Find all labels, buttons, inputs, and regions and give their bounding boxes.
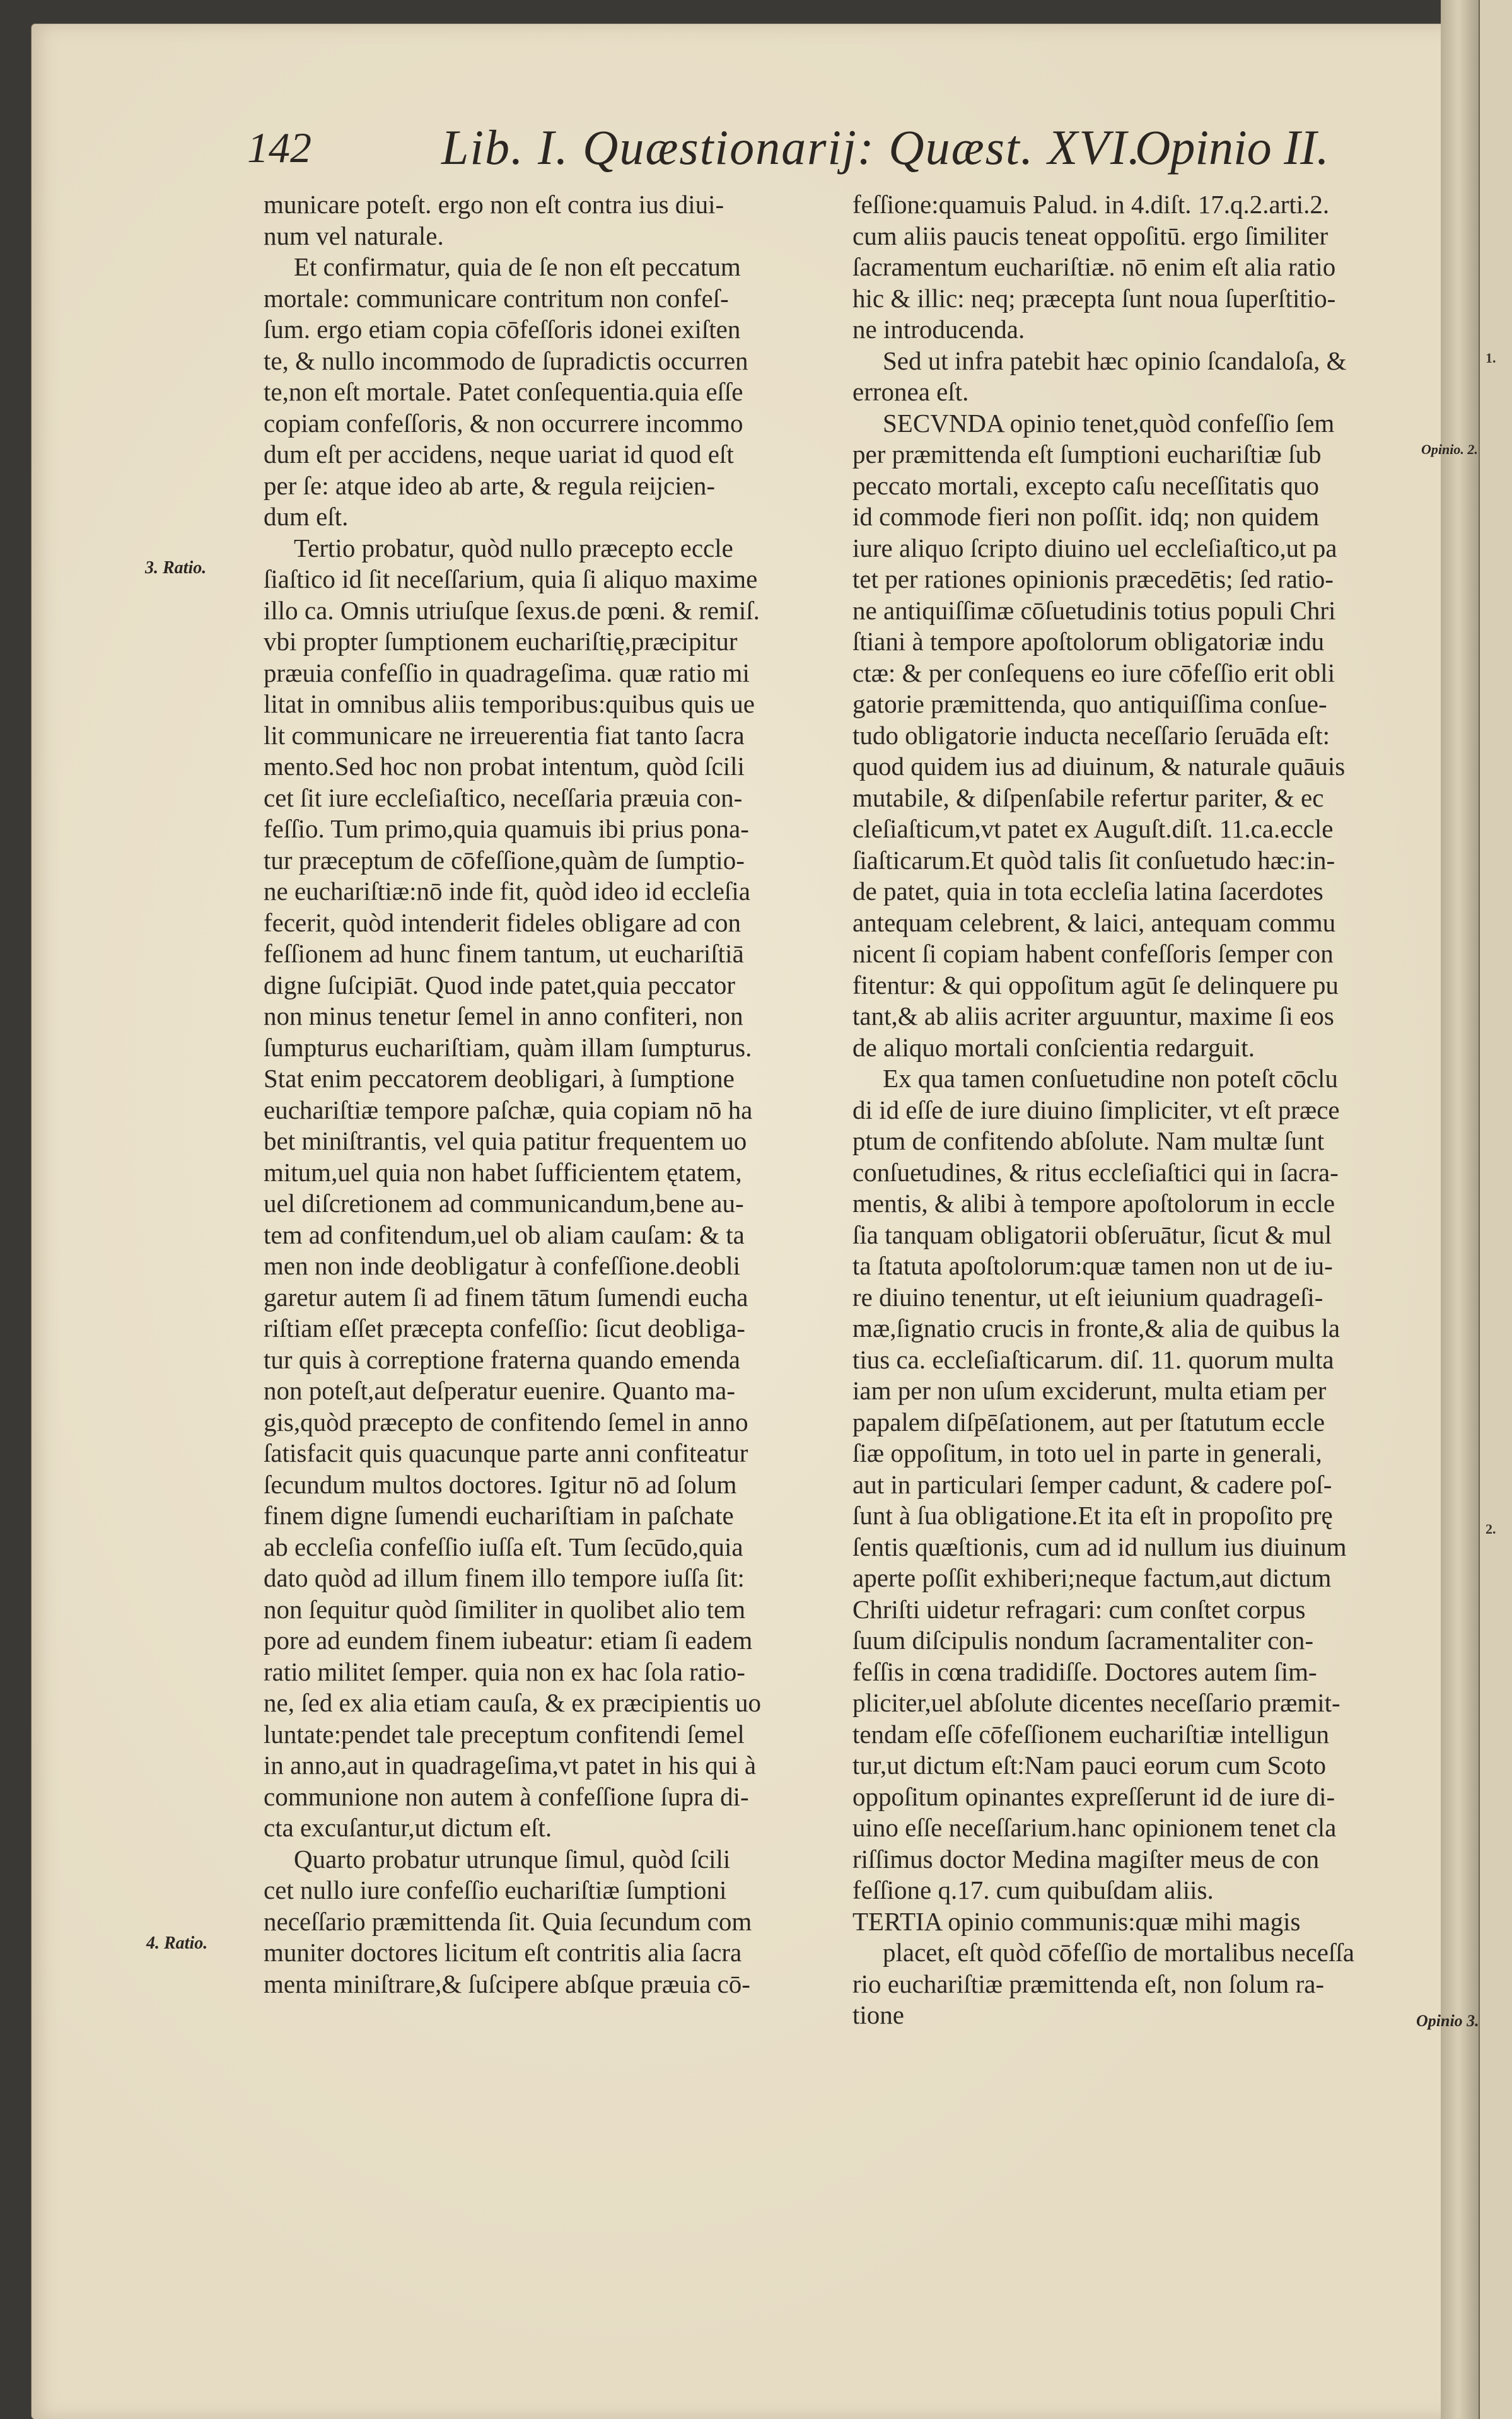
left-text-column: [264, 189, 834, 2000]
text-line: de patet, quia in tota eccleſia latina ſacerdotes: [852, 877, 1323, 906]
text-line: mentis, & alibi à tempore apoſtolorum in eccle: [852, 1189, 1335, 1218]
text-line: men non inde deobligatur à confeſſione.deobli: [264, 1251, 740, 1280]
text-line: ſiæ oppoſitum, in toto uel in parte in generali,: [852, 1438, 1322, 1467]
text-line: TERTIA opinio communis:quæ mihi magis: [852, 1906, 1301, 1936]
text-line: cta excuſantur,ut dictum eſt.: [264, 1813, 552, 1842]
text-line: tudo obligatorie inducta neceſſario ſeruāda eſt:: [852, 720, 1330, 750]
text-line: quod quidem ius ad diuinum, & naturale quāuis: [852, 752, 1346, 781]
text-line: aperte poſſit exhiberi;neque factum,aut dictum: [852, 1563, 1332, 1592]
text-line: Quarto probatur utrunque ſimul, quòd ſcili: [294, 1844, 731, 1874]
text-line: per præmittenda eſt ſumptioni euchariſtiæ ſub: [852, 440, 1322, 469]
margin-note-opinio-3: Opinio 3.: [1416, 2012, 1479, 2030]
text-line: riſſimus doctor Medina magiſter meus de con: [852, 1844, 1320, 1874]
text-line: Chriſti uidetur refragari: cum conſtet corpus: [852, 1594, 1306, 1624]
text-line: ſiaſtico id ſit neceſſarium, quia ſi aliquo maxime: [264, 564, 758, 593]
text-line: ſacramentum euchariſtiæ. nō enim eſt alia ratio: [852, 252, 1336, 281]
text-line: placet, eſt quòd cōfeſſio de mortalibus neceſſa: [883, 1938, 1354, 1967]
text-line: cum aliis paucis teneat oppoſitū. ergo ſimiliter: [852, 221, 1329, 250]
text-line: feſſione:quamuis Palud. in 4.diſt. 17.q.2.arti.2.: [852, 190, 1330, 219]
text-line: pore ad eundem finem iubeatur: etiam ſi eadem: [264, 1626, 753, 1655]
text-line: ſia tanquam obligatorii obſeruātur, ſicut & mul: [852, 1220, 1332, 1249]
text-line: non poteſt,aut deſperatur euenire. Quanto ma-: [264, 1376, 735, 1405]
text-line: peccato mortali, excepto caſu neceſſitatis quo: [852, 470, 1319, 500]
text-line: ne antiquiſſimæ cōſuetudinis totius populi Chri: [852, 595, 1336, 625]
text-line: ſum. ergo etiam copia cōfeſſoris idonei exiſten: [264, 315, 741, 344]
running-section: Opinio II.: [1135, 120, 1329, 175]
text-line: erronea eſt.: [852, 377, 969, 406]
text-line: antequam celebrent, & laici, antequam commu: [852, 907, 1336, 937]
text-line: cet ſit iure eccleſiaſtico, neceſſaria præuia con-: [264, 783, 743, 812]
text-line: mento.Sed hoc non probat intentum, quòd ſcili: [264, 752, 745, 781]
text-line: ſecundum multos doctores. Igitur nō ad ſolum: [264, 1469, 737, 1499]
text-line: riſtiam eſſet præcepta confeſſio: ſicut deobliga-: [264, 1314, 745, 1343]
text-line: in anno,aut in quadrageſima,vt patet in his qui à: [264, 1751, 757, 1780]
text-line: mitum,uel quia non habet ſufficientem ętatem,: [264, 1157, 742, 1187]
text-line: non minus tenetur ſemel in anno confiteri, non: [264, 1001, 743, 1030]
text-line: gis,quòd præcepto de confitendo ſemel in anno: [264, 1407, 748, 1437]
text-line: iam per non uſum exciderunt, multa etiam per: [852, 1376, 1327, 1405]
text-line: digne ſuſcipiāt. Quod inde patet,quia peccator: [264, 970, 735, 1000]
text-line: feſſio. Tum primo,quia quamuis ibi prius pona-: [264, 814, 749, 843]
text-line: ab eccleſia confeſſio iuſſa eſt. Tum ſecūdo,quia: [264, 1532, 743, 1561]
text-line: euchariſtiæ tempore paſchæ, quia copiam nō ha: [264, 1095, 753, 1124]
text-line: pliciter,uel abſolute dicentes neceſſario præmit-: [852, 1688, 1340, 1717]
text-line: Tertio probatur, quòd nullo præcepto eccle: [294, 533, 733, 562]
text-line: ne introducenda.: [852, 315, 1025, 344]
margin-note-ratio-4: 4. Ratio.: [146, 1933, 208, 1953]
text-line: mutabile, & diſpenſabile refertur pariter, & ec: [852, 783, 1324, 812]
text-line: nicent ſi copiam habent confeſſoris ſemper con: [852, 939, 1334, 968]
text-line: rio euchariſtiæ præmittenda eſt, non ſolum ra-: [852, 1969, 1325, 1998]
text-line: re diuino tenentur, ut eſt ieiunium quadrageſi-: [852, 1282, 1323, 1312]
text-line: litat in omnibus aliis temporibus:quibus quis ue: [264, 689, 755, 718]
text-line: ſuum diſcipulis nondum ſacramentaliter con-: [852, 1626, 1313, 1655]
text-line: illo ca. Omnis utriuſque ſexus.de pœni. & remiſ.: [264, 595, 760, 625]
text-line: dum eſt per accidens, neque uariat id quod eſt: [264, 440, 734, 469]
margin-note-ratio-3: 3. Ratio.: [145, 558, 207, 578]
text-line: feſſionem ad hunc finem tantum, ut euchariſtiā: [264, 939, 744, 968]
text-line: bet miniſtrantis, vel quia patitur frequentem uo: [264, 1126, 747, 1155]
text-line: Sed ut infra patebit hæc opinio ſcandaloſa, &: [883, 346, 1347, 375]
text-line: papalem diſpēſationem, aut per ſtatutum eccle: [852, 1407, 1325, 1437]
text-line: feſſis in cœna tradidiſſe. Doctores autem ſim-: [852, 1657, 1317, 1686]
text-line: communione non autem à confeſſione ſupra di-: [264, 1781, 749, 1811]
text-line: per ſe: atque ideo ab arte, & regula reijcien-: [264, 470, 715, 500]
text-line: ratio militet ſemper. quia non ex hac ſola ratio-: [264, 1657, 745, 1686]
text-line: ſiaſticarum.Et quòd talis ſit conſuetudo hæc:in-: [852, 845, 1335, 875]
margin-note-opinio-2: Opinio. 2.: [1421, 441, 1478, 457]
text-line: finem digne ſumendi euchariſtiam in paſchate: [264, 1501, 734, 1530]
text-line: de aliquo mortali conſcientia redarguit.: [852, 1032, 1255, 1062]
text-line: fecerit, quòd intenderit fideles obligare ad con: [264, 907, 741, 937]
text-line: tione: [852, 2000, 904, 2029]
text-line: vbi propter ſumptionem euchariſtię,præcipitur: [264, 627, 738, 656]
text-line: Stat enim peccatorem deobligari, à ſumptione: [264, 1064, 735, 1093]
text-line: dato quòd ad illum finem illo tempore iuſſa ſit:: [264, 1563, 745, 1592]
text-line: iure aliquo ſcripto diuino uel eccleſiaſtico,ut pa: [852, 533, 1337, 562]
text-line: tur præceptum de cōfeſſione,quàm de ſumptio-: [264, 845, 745, 875]
text-line: fitentur: & qui oppoſitum agūt ſe delinquere pu: [852, 970, 1339, 1000]
text-line: ſatisfacit quis quacunque parte anni confiteatur: [264, 1438, 748, 1467]
running-title: Lib. I. Quæstionarij: Quæst. XVI.: [441, 120, 1142, 175]
text-line: di id eſſe de iure diuino ſimpliciter, vt eſt præce: [852, 1095, 1340, 1124]
text-line: te,non eſt mortale. Patet conſequentia.quia eſſe: [264, 377, 743, 406]
text-line: tius ca. eccleſiaſticarum. diſ. 11. quorum multa: [852, 1344, 1334, 1374]
text-line: ſentis quæſtionis, cum ad id nullum ius diuinum: [852, 1532, 1347, 1561]
text-line: non ſequitur quòd ſimiliter in quolibet alio tem: [264, 1594, 746, 1624]
text-line: tendam eſſe cōfeſſionem euchariſtiæ intelligun: [852, 1719, 1329, 1749]
text-line: ſunt à ſua obligatione.Et ita eſt in propoſito prę: [852, 1501, 1333, 1530]
text-line: ne euchariſtiæ:nō inde fit, quòd ideo id eccleſia: [264, 877, 750, 906]
text-line: ta ſtatuta apoſtolorum:quæ tamen non ut de iu-: [852, 1251, 1333, 1280]
text-line: tet per rationes opinionis præcedētis; ſed ratio-: [852, 564, 1334, 593]
text-line: conſuetudines, & ritus eccleſiaſtici qui in ſacra-: [852, 1157, 1339, 1187]
text-line: copiam confeſſoris, & non occurrere incommo: [264, 408, 743, 438]
text-line: dum eſt.: [264, 502, 349, 531]
text-line: te, & nullo incommodo de ſupradictis occurren: [264, 346, 748, 375]
text-line: tem ad confitendum,uel ob aliam cauſam: & ta: [264, 1220, 745, 1249]
text-line: uel diſcretionem ad communicandum,bene au-: [264, 1189, 744, 1218]
text-line: ptum de confitendo abſolute. Nam multæ ſunt: [852, 1126, 1325, 1155]
text-line: oppoſitum opinantes expreſſerunt id de iure di-: [852, 1781, 1335, 1811]
text-line: num vel naturale.: [264, 221, 444, 250]
text-line: ctæ: & per conſequens eo iure cōfeſſio erit obli: [852, 658, 1335, 687]
text-line: tur,ut dictum eſt:Nam pauci eorum cum Scoto: [852, 1751, 1326, 1780]
text-line: ſtiani à tempore apoſtolorum obligatoriæ indu: [852, 627, 1325, 656]
text-line: neceſſario præmittenda ſit. Quia ſecundum com: [264, 1906, 752, 1936]
text-line: ſumpturus euchariſtiam, quàm illam ſumpturus.: [264, 1032, 752, 1062]
page-number: 142: [247, 124, 311, 172]
text-line: aut in particulari ſemper cadunt, & cadere poſ-: [852, 1469, 1332, 1499]
text-line: municare poteſt. ergo non eſt contra ius diui-: [264, 190, 724, 219]
text-line: luntate:pendet tale preceptum confitendi ſemel: [264, 1719, 745, 1749]
running-head: [0, 110, 1512, 180]
text-line: garetur autem ſi ad finem tātum ſumendi eucha: [264, 1282, 748, 1312]
text-line: uino eſſe neceſſarium.hanc opinionem tenet cla: [852, 1813, 1337, 1842]
text-line: lit communicare ne irreuerentia fiat tanto ſacra: [264, 720, 745, 750]
text-line: id commode fieri non poſſit. idq; non quidem: [852, 502, 1320, 531]
text-line: ne, ſed ex alia etiam cauſa, & ex præcipientis uo: [264, 1688, 761, 1717]
text-line: præuia confeſſio in quadrageſima. quæ ratio mi: [264, 658, 750, 687]
text-line: cet nullo iure confeſſio euchariſtiæ ſumptioni: [264, 1875, 727, 1904]
text-line: tur quis à correptione fraterna quando emenda: [264, 1344, 740, 1374]
text-line: mæ,ſignatio crucis in fronte,& alia de quibus la: [852, 1314, 1340, 1343]
text-line: mortale: communicare contritum non confeſ-: [264, 283, 729, 313]
text-line: Et confirmatur, quia de ſe non eſt peccatum: [294, 252, 741, 281]
text-line: tant,& ab aliis acriter arguuntur, maxime ſi eos: [852, 1001, 1334, 1030]
right-text-column: [852, 189, 1419, 2031]
edge-note-2: 2.: [1486, 1521, 1496, 1537]
text-line: Ex qua tamen conſuetudine non poteſt cōclu: [883, 1064, 1338, 1093]
text-line: cleſiaſticum,vt patet ex Auguſt.diſt. 11.ca.eccle: [852, 814, 1334, 843]
text-line: menta miniſtrare,& ſuſcipere abſque præuia cō-: [264, 1969, 750, 1998]
text-line: feſſione q.17. cum quibuſdam aliis.: [852, 1875, 1214, 1904]
edge-note-1: 1.: [1486, 350, 1496, 366]
text-line: SECVNDA opinio tenet,quòd confeſſio ſem: [883, 408, 1335, 438]
text-line: gatorie præmittenda, quo antiquiſſima conſue-: [852, 689, 1327, 718]
text-line: hic & illic: neq; præcepta ſunt noua ſuperſtitio-: [852, 283, 1336, 313]
text-line: muniter doctores licitum eſt contritis alia ſacra: [264, 1938, 742, 1967]
